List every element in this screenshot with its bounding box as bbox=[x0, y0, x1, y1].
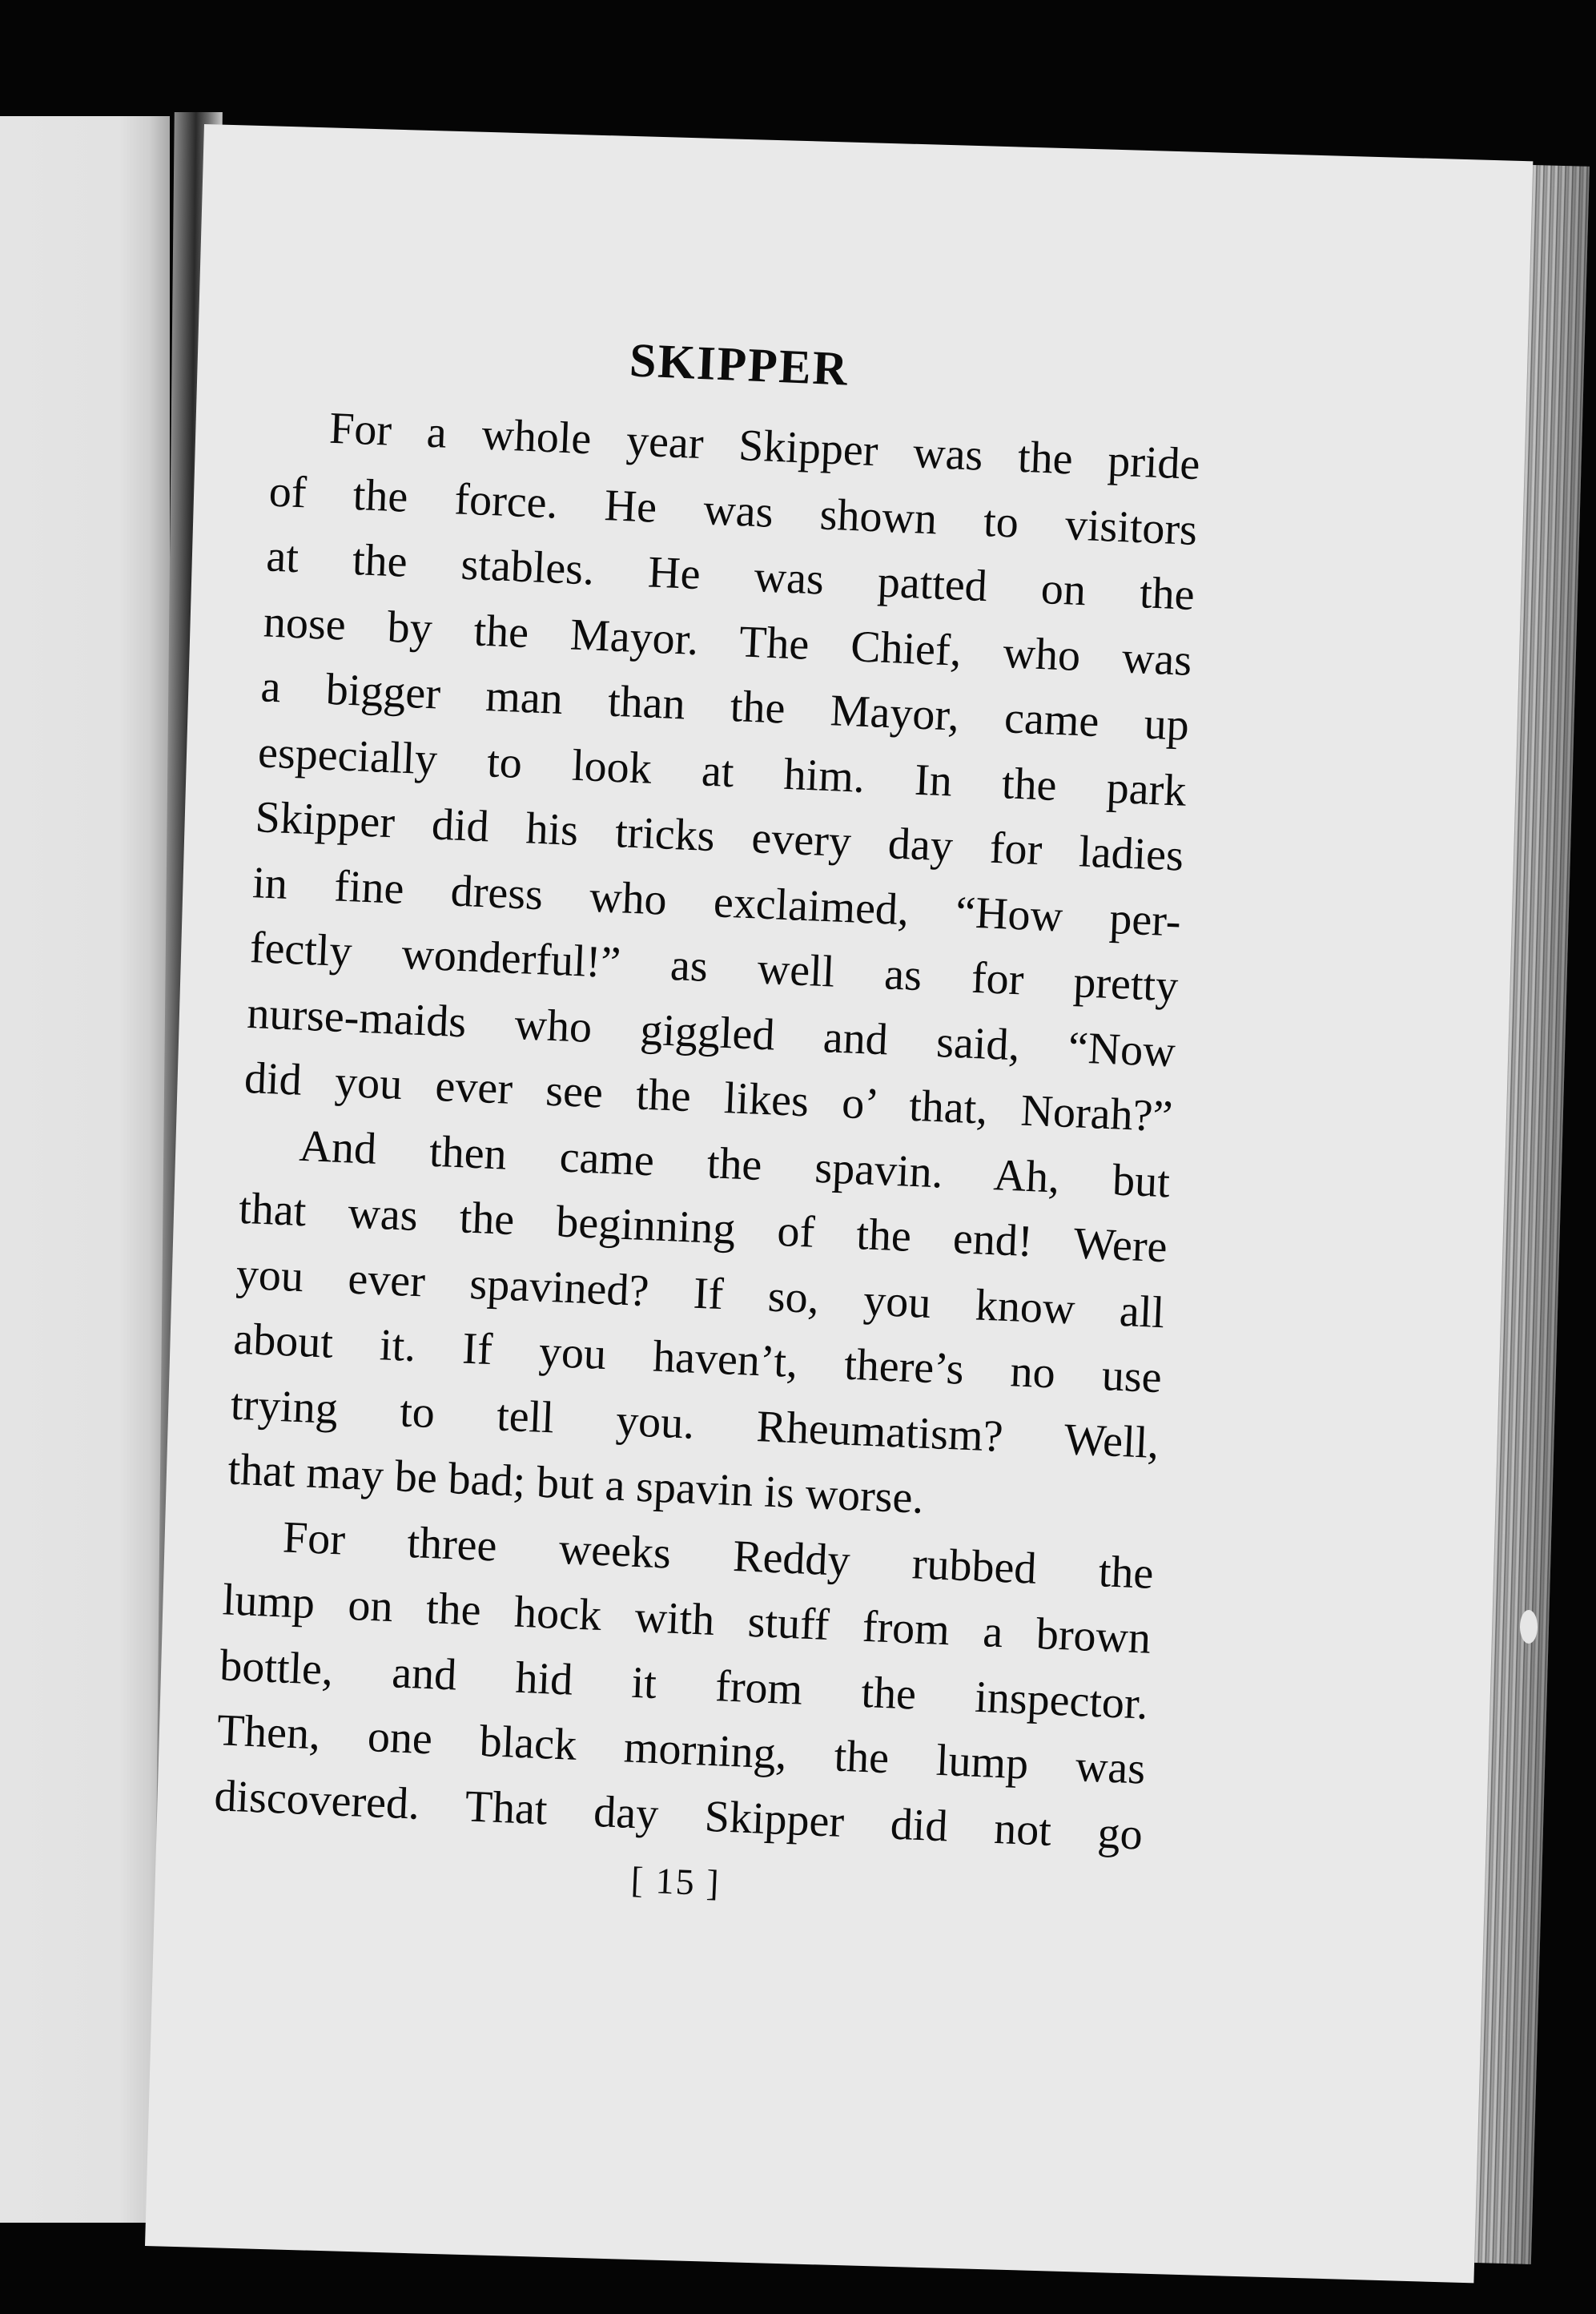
text-line: fectly wonderful!” as well as for pretty bbox=[248, 923, 1180, 1012]
paper-speck bbox=[1520, 1610, 1538, 1644]
paragraph-3 bbox=[213, 1503, 1155, 1868]
text-line: Then, one black morning, the lump was bbox=[215, 1705, 1147, 1794]
text-line: especially to look at him. In the park bbox=[257, 726, 1188, 816]
text-line: lump on the hock with stuff from a brown bbox=[221, 1575, 1152, 1664]
page-text-block bbox=[211, 309, 1205, 1934]
text-line: that was the beginning of the end! Were bbox=[238, 1183, 1168, 1273]
text-line: about it. If you haven’t, there’s no use bbox=[232, 1314, 1163, 1403]
text-line: discovered. That day Skipper did not go bbox=[213, 1770, 1144, 1860]
page-number: [ 15 ] bbox=[629, 1858, 722, 1904]
text-line: did you ever see the likes o’ that, Norah?” bbox=[243, 1052, 1174, 1142]
left-facing-page bbox=[0, 116, 170, 2223]
text-line: bottle, and hid it from the inspector. bbox=[219, 1640, 1149, 1729]
text-line: of the force. He was shown to visitors bbox=[267, 466, 1199, 555]
text-line: nurse-maids who giggled and said, “Now bbox=[246, 988, 1176, 1077]
paragraph-1 bbox=[243, 394, 1202, 1150]
running-head: SKIPPER bbox=[628, 333, 850, 396]
text-line: that may be bad; but a spavin is worse. bbox=[227, 1444, 925, 1523]
text-line: at the stables. He was patted on the bbox=[265, 531, 1196, 620]
text-line: For three weeks Reddy rubbed the bbox=[282, 1511, 1155, 1599]
text-line: trying to tell you. Rheumatism? Well, bbox=[229, 1379, 1160, 1468]
text-line: you ever spavined? If so, you know all bbox=[235, 1249, 1166, 1338]
text-line: nose by the Mayor. The Chief, who was bbox=[262, 596, 1193, 686]
text-line: Skipper did his tricks every day for ladies bbox=[254, 792, 1185, 881]
text-line: And then came the spavin. Ah, but bbox=[298, 1121, 1172, 1207]
paragraph-2 bbox=[227, 1111, 1171, 1541]
text-line: in fine dress who exclaimed, “How per- bbox=[251, 857, 1182, 947]
text-line: For a whole year Skipper was the pride bbox=[328, 403, 1201, 490]
text-line: a bigger man than the Mayor, came up bbox=[259, 662, 1191, 751]
